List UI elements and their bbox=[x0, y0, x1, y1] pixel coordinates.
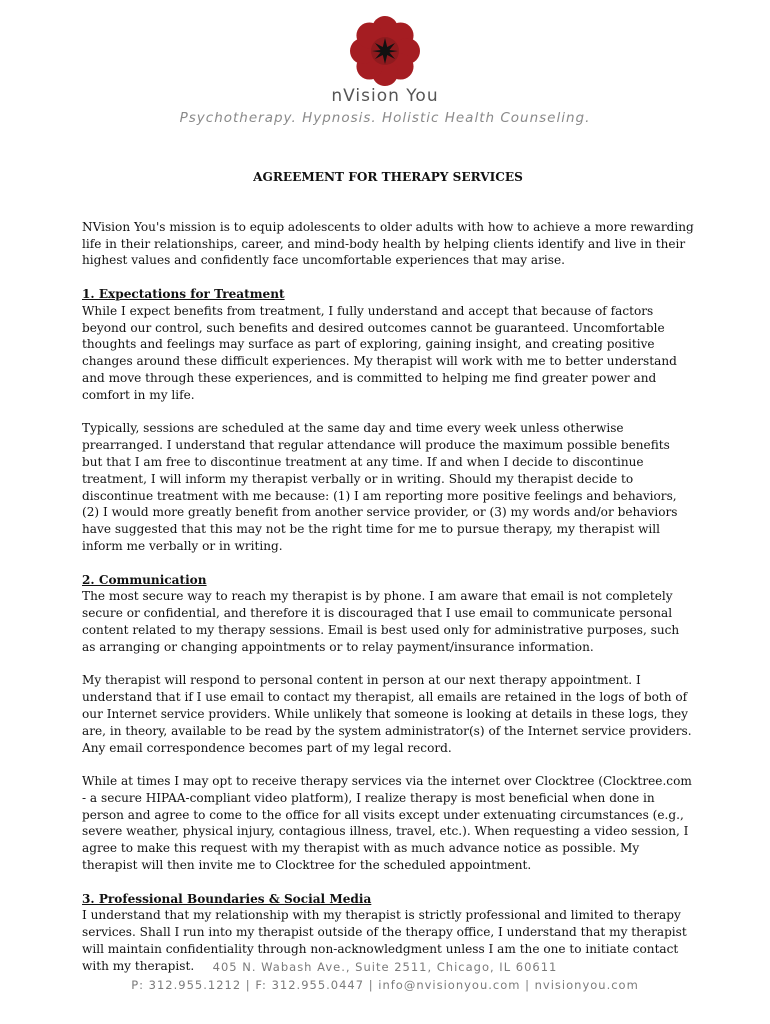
section-heading-boundaries: 3. Professional Boundaries & Social Media bbox=[82, 891, 372, 906]
paragraph: While I expect benefits from treatment, I fully understand and accept that because of factors beyond our control, such benefits and desired outcomes cannot be guaranteed. Uncomfortable thoughts and feelings may surface as part of exploring, gaining insight, and creating positive changes around these difficult experiences. My therapist will work with me to better understand and move through these experiences, and is committed to helping me find greater power and comfort in my life. bbox=[82, 303, 677, 402]
document-title: AGREEMENT FOR THERAPY SERVICES bbox=[253, 170, 523, 184]
section-heading-expectations: 1. Expectations for Treatment bbox=[82, 286, 285, 301]
footer-address: 405 N. Wabash Ave., Suite 2511, Chicago, IL 60611 bbox=[212, 960, 558, 974]
paragraph: I understand that my relationship with my therapist is strictly professional and limited to therapy services. Shall I run into my therapist outside of the therapy office, I understand that my therapist will maintain confidentiality through non-acknowledgment unless I am the one to initiate contact with my therapist. bbox=[82, 908, 687, 973]
brand-tagline: Psychotherapy. Hypnosis. Holistic Health Counseling. bbox=[179, 110, 591, 126]
document-body bbox=[82, 169, 694, 975]
paragraph: My therapist will respond to personal content in person at our next therapy appointment. I understand that if I use email to contact my therapist, all emails are retained in the logs of both of our Internet service providers. While unlikely that someone is looking at details in these logs, they are, in theory, available to be read by the system administrator(s) of the Internet service providers. Any email correspondence becomes part of my legal record. bbox=[82, 673, 692, 755]
brand-name: nVision You bbox=[331, 86, 439, 106]
footer-contact: P: 312.955.1212 | F: 312.955.0447 | info@nvisionyou.com | nvisionyou.com bbox=[131, 978, 639, 992]
flower-logo-icon bbox=[348, 14, 422, 88]
intro-paragraph: NVision You's mission is to equip adolescents to older adults with how to achieve a more rewarding life in their relationships, career, and mind-body health by helping clients identify and live in their highest values and confidently face uncomfortable experiences that may arise. bbox=[82, 219, 694, 268]
paragraph: Typically, sessions are scheduled at the same day and time every week unless otherwise prearranged. I understand that regular attendance will produce the maximum possible benefits but that I am free to discontinue treatment at any time. If and when I decide to discontinue treatment, I will inform my therapist verbally or in writing. Should my therapist decide to discontinue treatment with me because: (1) I am reporting more positive feelings and behaviors, (2) I would more greatly benefit from another service provider, or (3) my words and/or behaviors have suggested that this may not be the right time for me to pursue therapy, my therapist will inform me verbally or in writing. bbox=[82, 421, 678, 553]
paragraph: The most secure way to reach my therapist is by phone. I am aware that email is not completely secure or confidential, and therefore it is discouraged that I use email to communicate personal content related to my therapy sessions. Email is best used only for administrative purposes, such as arranging or changing appointments or to relay payment/insurance information. bbox=[82, 589, 680, 654]
paragraph: While at times I may opt to receive therapy services via the internet over Clocktree (Clocktree.com - a secure HIPAA-compliant video platform), I realize therapy is most beneficial when done in person and agree to come to the office for all visits except under extenuating circumstances (e.g., severe weather, physical injury, contagious illness, travel, etc.). When requesting a video session, I agree to make this request with my therapist with as much advance notice as possible. My therapist will then invite me to Clocktree for the scheduled appointment. bbox=[82, 774, 692, 873]
section-heading-communication: 2. Communication bbox=[82, 572, 207, 587]
